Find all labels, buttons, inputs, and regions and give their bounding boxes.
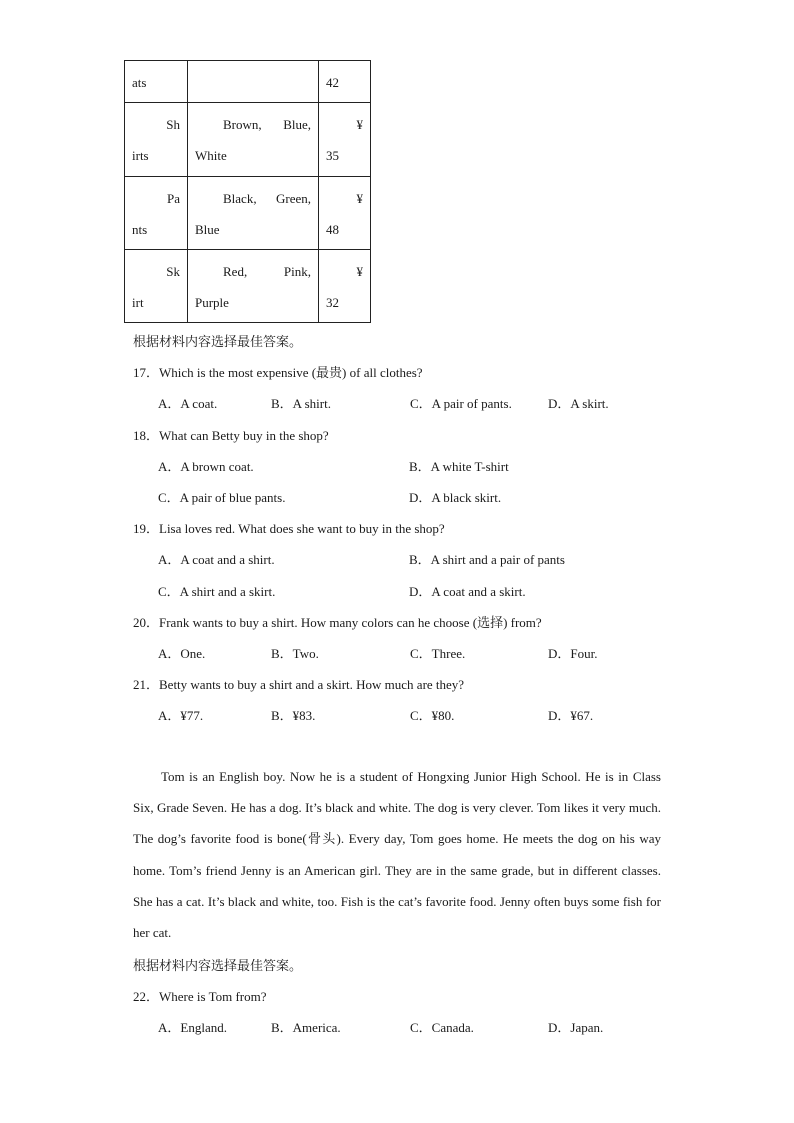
clothes-table [124, 60, 371, 323]
q20-option-d[interactable]: D．Four. [548, 646, 598, 661]
colors-cell [188, 61, 319, 103]
q19-option-a[interactable]: A．A coat and a shirt. [158, 552, 275, 567]
q18-option-c[interactable]: C．A pair of blue pants. [158, 490, 286, 505]
q20-option-c[interactable]: C．Three. [410, 646, 466, 661]
price-cell: ¥ 32 [319, 250, 371, 323]
price-cell: ¥ 48 [319, 177, 371, 250]
price-cell: ¥ 35 [319, 103, 371, 177]
question-22-stem: 22．Where is Tom from? [133, 989, 267, 1004]
q21-option-a[interactable]: A．¥77. [158, 708, 204, 723]
q17-option-b[interactable]: B．A shirt. [271, 396, 331, 411]
item-cell: Sk irt [125, 250, 188, 323]
q19-option-b[interactable]: B．A shirt and a pair of pants [409, 552, 565, 567]
q20-option-b[interactable]: B．Two. [271, 646, 319, 661]
table-row [125, 103, 371, 177]
q22-option-d[interactable]: D．Japan. [548, 1020, 604, 1035]
q21-option-b[interactable]: B．¥83. [271, 708, 316, 723]
q22-option-b[interactable]: B．America. [271, 1020, 341, 1035]
colors-cell: Brown, Blue, White [188, 103, 319, 177]
q18-option-d[interactable]: D．A black skirt. [409, 490, 502, 505]
q22-option-a[interactable]: A．England. [158, 1020, 227, 1035]
passage-text: Tom is an English boy. Now he is a student of Hongxing Junior High School. He is in Class Six, Grade Seven. He has a dog. It’s black and white. The dog is very clever. Tom likes it very much. The dog’s favorite food is bone(骨头). Every day, Tom goes home. He meets the dog on his way home. Tom’s friend Jenny is an American girl. They are in the same grade, but in different classes. She has a cat. It’s black and white, too. Fish is the cat’s favorite food. Jenny often buys some fish for her cat. [133, 769, 661, 941]
question-21-stem: 21．Betty wants to buy a shirt and a skirt. How much are they? [133, 677, 465, 692]
q20-option-a[interactable]: A．One. [158, 646, 206, 661]
item-cell: Sh irts [125, 103, 188, 177]
table-row [125, 250, 371, 323]
instruction-text: 根据材料内容选择最佳答案。 [133, 958, 303, 973]
q21-option-d[interactable]: D．¥67. [548, 708, 594, 723]
reading-passage [133, 761, 661, 948]
q19-option-d[interactable]: D．A coat and a skirt. [409, 584, 526, 599]
q22-option-c[interactable]: C．Canada. [410, 1020, 474, 1035]
colors-cell: Black, Green, Blue [188, 177, 319, 250]
price-cell: 42 [319, 61, 371, 103]
q17-option-a[interactable]: A．A coat. [158, 396, 218, 411]
q17-option-c[interactable]: C．A pair of pants. [410, 396, 512, 411]
question-17-stem: 17．Which is the most expensive (最贵) of all clothes? [133, 365, 423, 380]
item-cell: Pa nts [125, 177, 188, 250]
q17-option-d[interactable]: D．A skirt. [548, 396, 609, 411]
q18-option-b[interactable]: B．A white T-shirt [409, 459, 509, 474]
colors-cell: Red, Pink, Purple [188, 250, 319, 323]
item-cell: ats [125, 61, 188, 103]
table-row [125, 177, 371, 250]
q18-option-a[interactable]: A．A brown coat. [158, 459, 254, 474]
question-20-stem: 20．Frank wants to buy a shirt. How many colors can he choose (选择) from? [133, 615, 542, 630]
question-18-stem: 18．What can Betty buy in the shop? [133, 428, 329, 443]
table-row [125, 61, 371, 103]
q21-option-c[interactable]: C．¥80. [410, 708, 455, 723]
question-19-stem: 19．Lisa loves red. What does she want to buy in the shop? [133, 521, 445, 536]
instruction-text: 根据材料内容选择最佳答案。 [133, 334, 303, 349]
q19-option-c[interactable]: C．A shirt and a skirt. [158, 584, 276, 599]
